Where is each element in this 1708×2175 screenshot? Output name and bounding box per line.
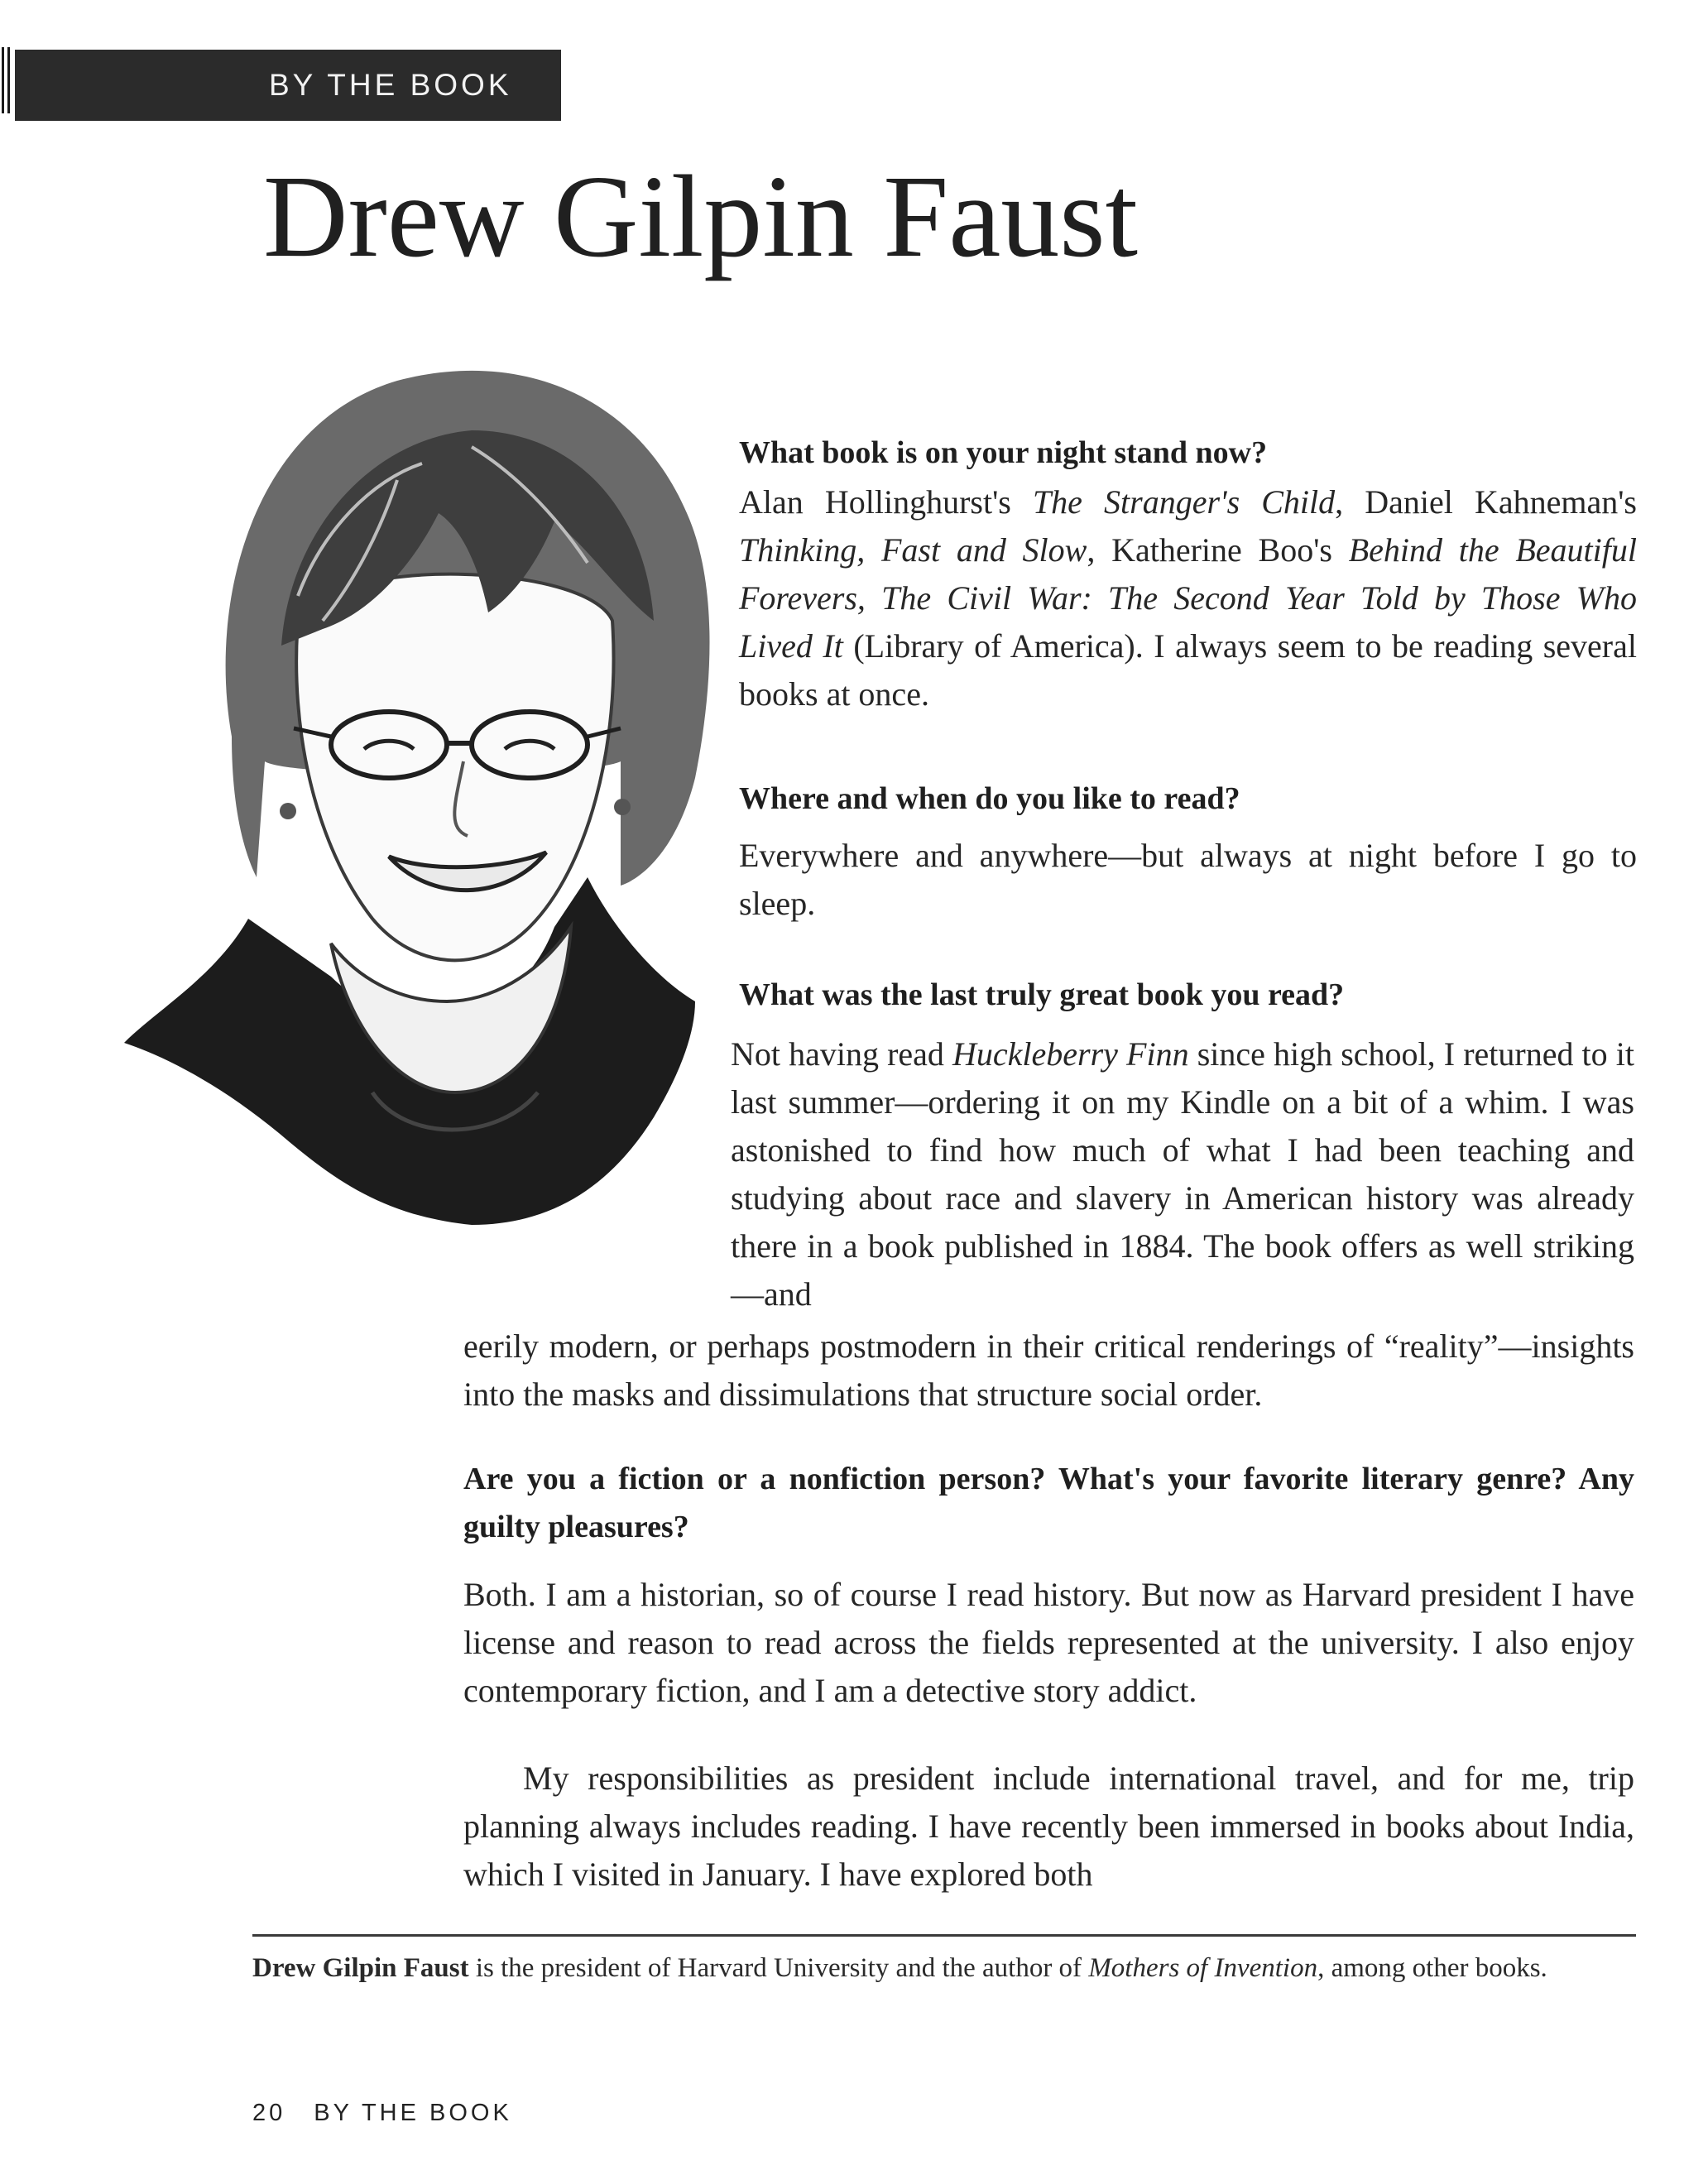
section-marker-bars — [2, 47, 13, 113]
page-footer — [252, 2100, 512, 2127]
answer-3: Not having read Huckleberry Finn since high school, I returned to it last summer—ordering it on my Kindle on a bit of a whim. I was astonished to find how much of what I had been teaching and studying about race and slavery in American history was already there in a book published in 1884. The book offers as well striking—and — [731, 1035, 1635, 1313]
answer-3-continued: eerily modern, or perhaps postmodern in their critical renderings of “reality”—insights into the masks and dissimulations that structure social order. — [463, 1328, 1634, 1413]
question-3: What was the last truly great book you read? — [739, 977, 1345, 1012]
question-1: What book is on your night stand now? — [739, 435, 1268, 470]
section-banner: BY THE BOOK — [15, 50, 561, 121]
answer-2: Everywhere and anywhere—but always at night before I go to sleep. — [739, 837, 1637, 922]
page-number: 20 — [252, 2100, 286, 2126]
answer-4: Both. I am a historian, so of course I read history. But now as Harvard president I have license and reason to read across the fields represented at the university. I also enjoy contemporary fiction, and I am a detective story addict. — [463, 1576, 1634, 1709]
answer-1: Alan Hollinghurst's The Stranger's Child, Daniel Kahneman's Thinking, Fast and Slow, Katherine Boo's Behind the Beautiful Forevers, The Civil War: The Second Year Told by Those Who Lived It (Library of America). I always seem to be reading several books at once. — [739, 483, 1637, 713]
portrait-illustration — [124, 348, 753, 1258]
footnote-divider — [252, 1934, 1636, 1937]
author-bio: Drew Gilpin Faust is the president of Harvard University and the author of Mothers of Invention, among other books. — [252, 1953, 1547, 1983]
answer-4-paragraph-2: My responsibilities as president include international travel, and for me, trip planning always includes reading. I have recently been immersed in books about India, which I visited in January. I have explored both — [463, 1760, 1634, 1893]
footer-section-label: BY THE BOOK — [314, 2100, 512, 2126]
question-4: Are you a fiction or a nonfiction person? What's your favorite literary genre? Any guilty pleasures? — [463, 1462, 1634, 1544]
question-2: Where and when do you like to read? — [739, 781, 1240, 816]
page-title: Drew Gilpin Faust — [263, 151, 1139, 281]
